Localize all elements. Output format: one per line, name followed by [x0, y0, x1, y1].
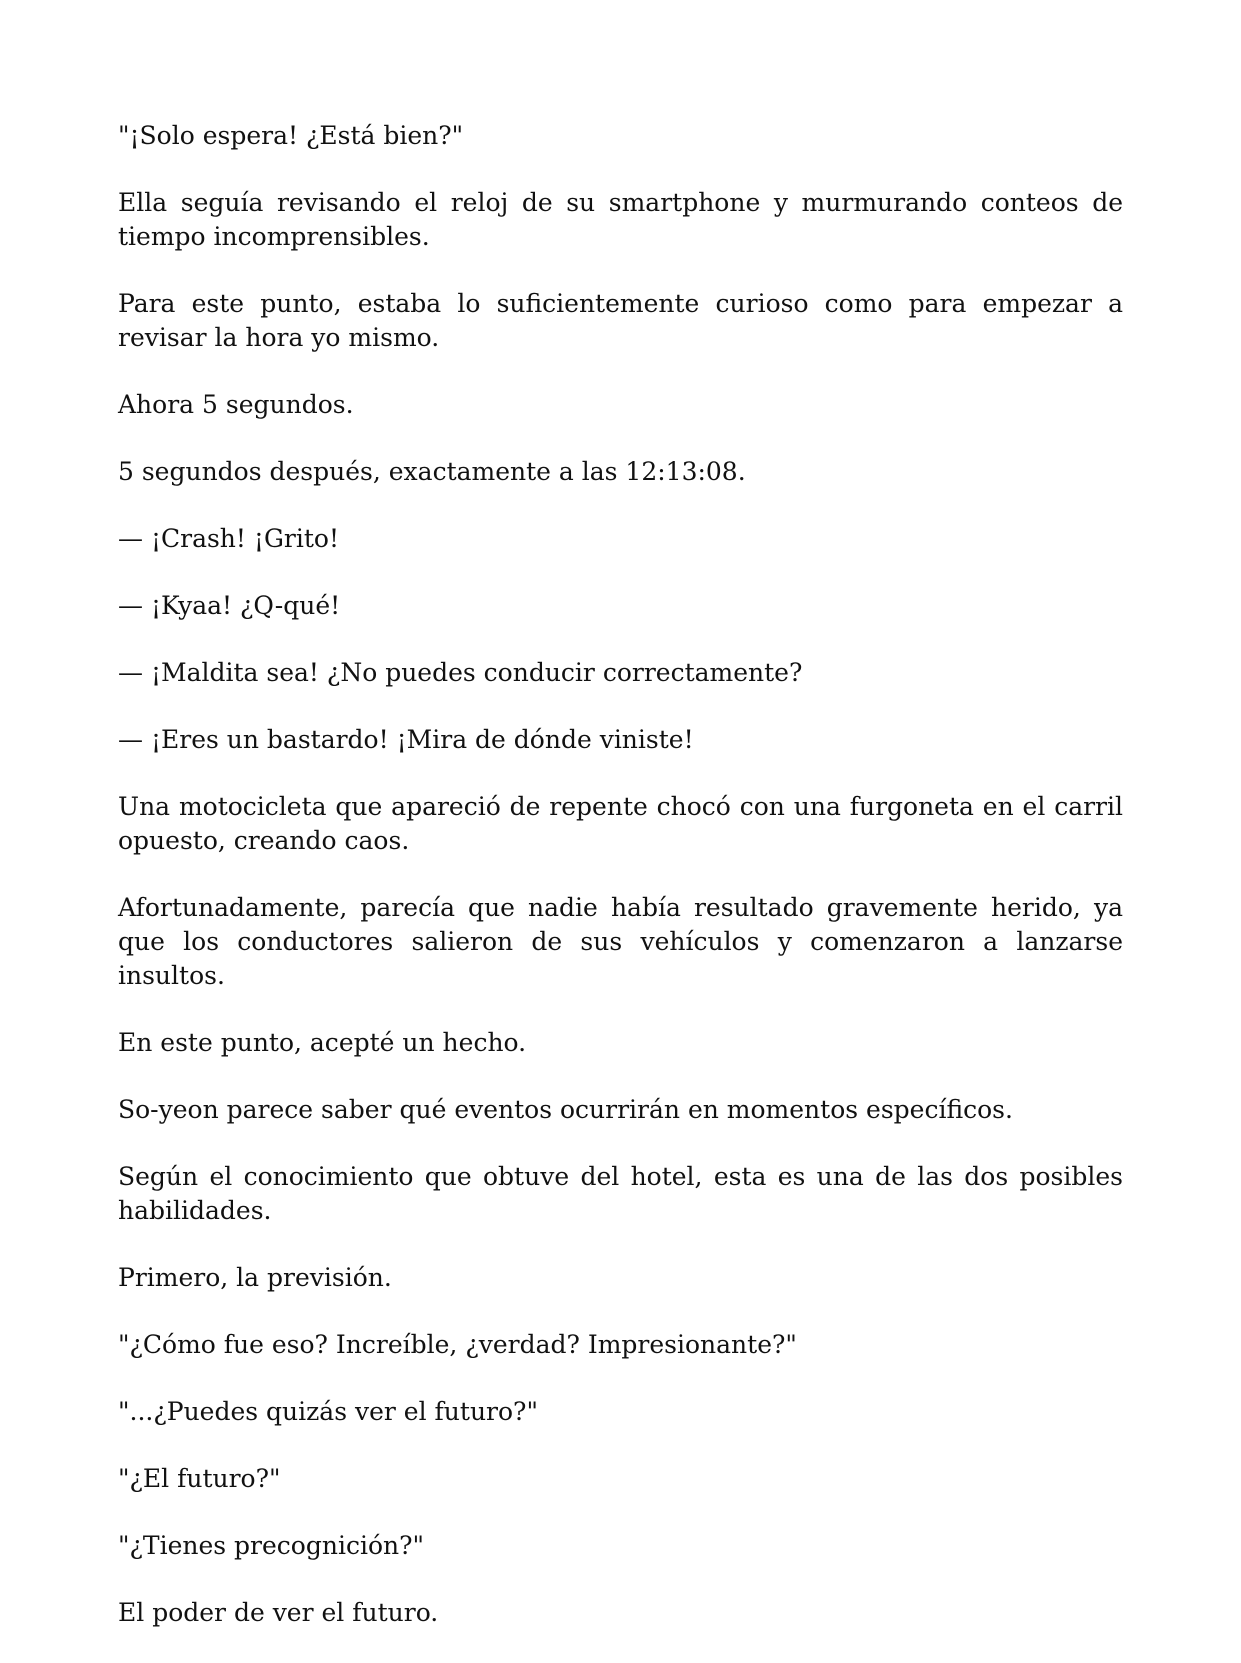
paragraph: El poder de ver el futuro. [118, 1598, 439, 1627]
paragraph: — ¡Maldita sea! ¿No puedes conducir correctamente? [118, 658, 803, 687]
paragraph: "¡Solo espera! ¿Está bien?" [118, 121, 464, 150]
paragraph: — ¡Crash! ¡Grito! [118, 524, 340, 553]
paragraph: So-yeon parece saber qué eventos ocurrirán en momentos específicos. [118, 1095, 1013, 1124]
paragraph: "...¿Puedes quizás ver el futuro?" [118, 1397, 538, 1426]
paragraph: 5 segundos después, exactamente a las 12:13:08. [118, 457, 746, 486]
paragraph: "¿El futuro?" [118, 1464, 281, 1493]
paragraph: Afortunadamente, parecía que nadie había resultado gravemente herido, ya que los conductores salieron de sus vehículos y comenzaron a lanzarse insultos. [118, 893, 1123, 990]
paragraph: En este punto, acepté un hecho. [118, 1028, 527, 1057]
paragraph: Primero, la previsión. [118, 1263, 392, 1292]
paragraph: Ahora 5 segundos. [118, 390, 354, 419]
text-column [118, 119, 1123, 1663]
paragraph: "¿Tienes precognición?" [118, 1531, 424, 1560]
paragraph: Una motocicleta que apareció de repente chocó con una furgoneta en el carril opuesto, creando caos. [118, 792, 1123, 855]
paragraph: Para este punto, estaba lo suficientemente curioso como para empezar a revisar la hora yo mismo. [118, 289, 1123, 352]
paragraph: Según el conocimiento que obtuve del hotel, esta es una de las dos posibles habilidades. [118, 1162, 1123, 1225]
paragraph: — ¡Eres un bastardo! ¡Mira de dónde viniste! [118, 725, 694, 754]
paragraph: — ¡Kyaa! ¿Q-qué! [118, 591, 341, 620]
paragraph: Ella seguía revisando el reloj de su smartphone y murmurando conteos de tiempo incomprensibles. [118, 188, 1123, 251]
paragraph: "¿Cómo fue eso? Increíble, ¿verdad? Impresionante?" [118, 1330, 797, 1359]
